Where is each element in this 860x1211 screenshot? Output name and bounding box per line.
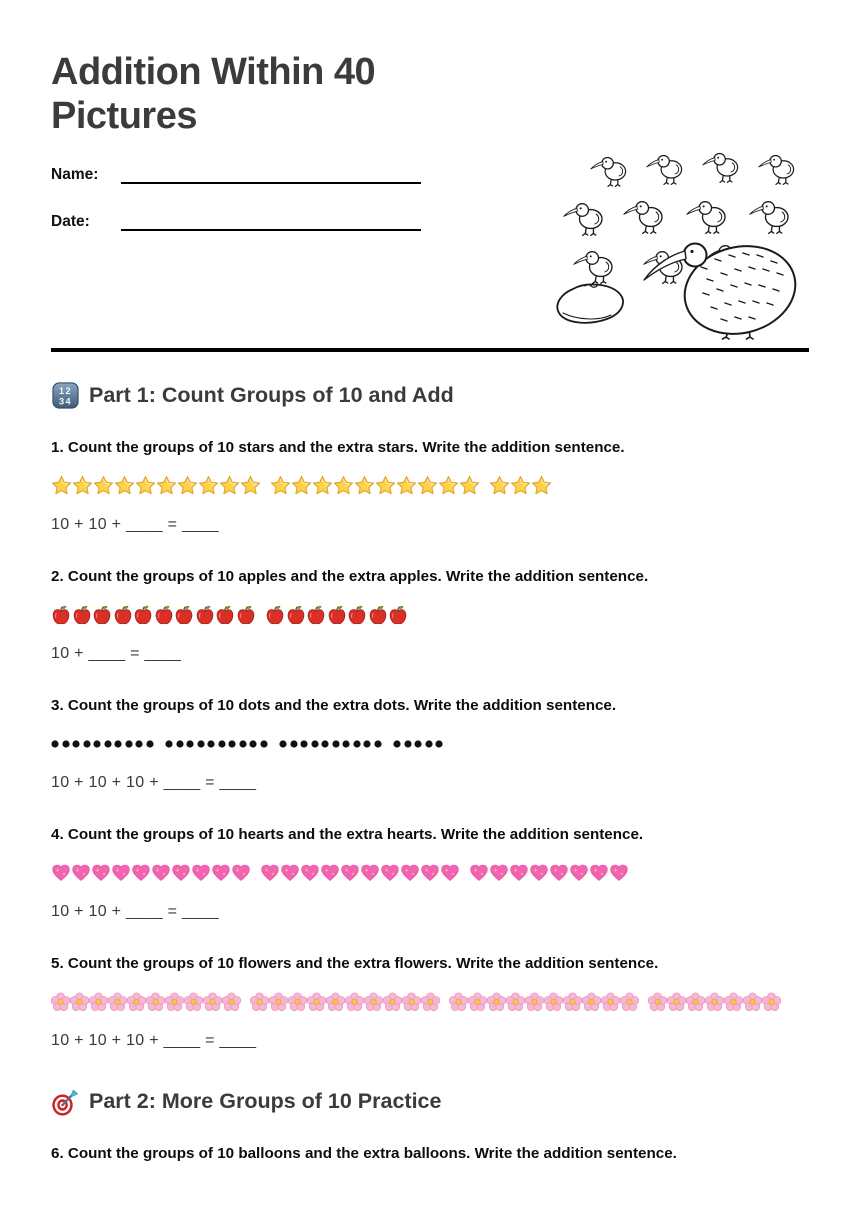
star-icon <box>354 475 375 496</box>
star-icon <box>198 475 219 496</box>
target-dart-icon <box>51 1087 79 1117</box>
group-of-10-stars <box>51 475 261 496</box>
star-icon <box>156 475 177 496</box>
star-icon <box>510 475 531 496</box>
star-icon <box>396 475 417 496</box>
blossom-icon <box>724 992 743 1012</box>
dot-icon <box>279 740 287 748</box>
apple-icon <box>368 604 388 626</box>
sparkling-heart-icon <box>589 863 609 882</box>
blossom-icon <box>487 992 506 1012</box>
sparkling-heart-icon <box>549 863 569 882</box>
dot-icon <box>363 740 371 748</box>
sparkling-heart-icon <box>280 863 300 882</box>
blossom-icon <box>421 992 440 1012</box>
heart-picture-row <box>51 861 809 885</box>
group-of-10-flowers <box>449 992 639 1012</box>
star-icon <box>51 475 72 496</box>
dot-icon <box>114 740 122 748</box>
section-heading <box>51 382 809 410</box>
sparkling-heart-icon <box>609 863 629 882</box>
apple-icon <box>113 604 133 626</box>
blossom-icon <box>364 992 383 1012</box>
svg-text:12: 12 <box>58 386 72 397</box>
apple-picture-row <box>51 603 809 627</box>
kiwi-illustration <box>543 143 825 340</box>
sparkling-heart-icon <box>71 863 91 882</box>
sparkling-heart-icon <box>211 863 231 882</box>
group-of-10-hearts <box>260 863 460 882</box>
dot-icon <box>321 740 329 748</box>
dot-icon <box>393 740 401 748</box>
dot-icon <box>353 740 361 748</box>
blossom-icon <box>582 992 601 1012</box>
dot-icon <box>135 740 143 748</box>
blossom-icon <box>468 992 487 1012</box>
blossom-icon <box>70 992 89 1012</box>
blossom-icon <box>544 992 563 1012</box>
star-icon <box>114 475 135 496</box>
blossom-icon <box>506 992 525 1012</box>
sparkling-heart-icon <box>489 863 509 882</box>
date-label: Date: <box>51 213 90 230</box>
addition-sentence: 10 + 10 + 10 + ____ = ____ <box>51 1031 257 1049</box>
dot-icon <box>425 740 433 748</box>
dot-icon <box>374 740 382 748</box>
question-block <box>51 438 809 535</box>
dot-icon <box>93 740 101 748</box>
question-prompt: 5. Count the groups of 10 flowers and the extra flowers. Write the addition sentence. <box>51 954 659 972</box>
group-of-10-stars <box>270 475 480 496</box>
apple-icon <box>154 604 174 626</box>
sparkling-heart-icon <box>191 863 211 882</box>
question-block <box>51 696 809 793</box>
addition-sentence: 10 + 10 + 10 + ____ = ____ <box>51 773 257 791</box>
sparkling-heart-icon <box>380 863 400 882</box>
question-prompt: 6. Count the groups of 10 balloons and the extra balloons. Write the addition sentence. <box>51 1144 677 1162</box>
group-of-10-dots <box>279 740 384 748</box>
blossom-icon <box>288 992 307 1012</box>
section-heading-text: Part 1: Count Groups of 10 and Add <box>89 383 454 407</box>
apple-icon <box>286 604 306 626</box>
dot-icon <box>300 740 308 748</box>
dot-icon <box>165 740 173 748</box>
numbers-keypad-icon <box>51 382 79 410</box>
blossom-icon <box>525 992 544 1012</box>
name-label: Name: <box>51 166 99 183</box>
blossom-icon <box>184 992 203 1012</box>
question-block <box>51 954 809 1051</box>
dot-icon <box>404 740 412 748</box>
sparkling-heart-icon <box>420 863 440 882</box>
name-blank-line <box>121 166 421 184</box>
blossom-icon <box>762 992 781 1012</box>
dot-icon <box>104 740 112 748</box>
dot-icon <box>311 740 319 748</box>
apple-icon <box>195 604 215 626</box>
group-of-10-dots <box>165 740 270 748</box>
blossom-icon <box>449 992 468 1012</box>
kiwi-birds-drawing <box>543 143 825 340</box>
dot-icon <box>435 740 443 748</box>
dot-icon <box>239 740 247 748</box>
star-icon <box>459 475 480 496</box>
star-icon <box>375 475 396 496</box>
question-prompt: 4. Count the groups of 10 hearts and the extra hearts. Write the addition sentence. <box>51 825 644 843</box>
group-of-10-hearts <box>51 863 251 882</box>
dot-icon <box>342 740 350 748</box>
star-icon <box>219 475 240 496</box>
flower-picture-row <box>51 990 809 1014</box>
star-icon <box>531 475 552 496</box>
blossom-icon <box>146 992 165 1012</box>
group-of-7-apples <box>265 604 409 626</box>
group-of-7-flowers <box>648 992 781 1012</box>
group-of-10-dots <box>51 740 156 748</box>
sparkling-heart-icon <box>440 863 460 882</box>
question-block <box>51 1144 809 1163</box>
blossom-icon <box>250 992 269 1012</box>
apple-icon <box>388 604 408 626</box>
dot-icon <box>290 740 298 748</box>
dot-icon <box>332 740 340 748</box>
blossom-icon <box>743 992 762 1012</box>
blossom-icon <box>620 992 639 1012</box>
sparkling-heart-icon <box>509 863 529 882</box>
blossom-icon <box>307 992 326 1012</box>
question-prompt: 3. Count the groups of 10 dots and the extra dots. Write the addition sentence. <box>51 696 617 714</box>
sparkling-heart-icon <box>91 863 111 882</box>
group-of-3-stars <box>489 475 552 496</box>
star-icon <box>72 475 93 496</box>
dot-icon <box>51 740 59 748</box>
sparkling-heart-icon <box>151 863 171 882</box>
title-line-1: Addition Within 40 <box>51 51 376 93</box>
sparkling-heart-icon <box>51 863 71 882</box>
numbers-keypad-icon <box>52 382 79 409</box>
apple-icon <box>72 604 92 626</box>
worksheet-page <box>0 50 860 1211</box>
group-of-10-flowers <box>250 992 440 1012</box>
dot-icon <box>414 740 422 748</box>
dot-icon <box>72 740 80 748</box>
title-line-2: Pictures <box>51 95 197 137</box>
svg-text:34: 34 <box>58 396 72 407</box>
sparkling-heart-icon <box>260 863 280 882</box>
blossom-icon <box>222 992 241 1012</box>
blossom-icon <box>127 992 146 1012</box>
star-icon <box>291 475 312 496</box>
group-of-10-flowers <box>51 992 241 1012</box>
date-blank-line <box>121 213 421 231</box>
star-icon <box>312 475 333 496</box>
dot-icon <box>62 740 70 748</box>
question-block <box>51 825 809 922</box>
apple-icon <box>347 604 367 626</box>
apple-icon <box>327 604 347 626</box>
blossom-icon <box>89 992 108 1012</box>
dot-icon <box>146 740 154 748</box>
question-prompt: 1. Count the groups of 10 stars and the extra stars. Write the addition sentence. <box>51 438 625 456</box>
dot-icon <box>207 740 215 748</box>
blossom-icon <box>601 992 620 1012</box>
question-block <box>51 567 809 664</box>
blossom-icon <box>686 992 705 1012</box>
apple-icon <box>92 604 112 626</box>
section-heading <box>51 1088 809 1116</box>
blossom-icon <box>383 992 402 1012</box>
sparkling-heart-icon <box>111 863 131 882</box>
sparkling-heart-icon <box>400 863 420 882</box>
apple-icon <box>133 604 153 626</box>
apple-icon <box>265 604 285 626</box>
blossom-icon <box>667 992 686 1012</box>
apple-icon <box>306 604 326 626</box>
star-icon <box>489 475 510 496</box>
blossom-icon <box>203 992 222 1012</box>
blossom-icon <box>326 992 345 1012</box>
star-icon <box>438 475 459 496</box>
question-prompt: 2. Count the groups of 10 apples and the extra apples. Write the addition sentence. <box>51 567 649 585</box>
sparkling-heart-icon <box>131 863 151 882</box>
dot-icon <box>176 740 184 748</box>
sparkling-heart-icon <box>529 863 549 882</box>
sparkling-heart-icon <box>320 863 340 882</box>
dot-icon <box>218 740 226 748</box>
sparkling-heart-icon <box>340 863 360 882</box>
apple-icon <box>215 604 235 626</box>
group-of-10-apples <box>51 604 256 626</box>
worksheet-body <box>51 382 809 1163</box>
blossom-icon <box>165 992 184 1012</box>
star-icon <box>417 475 438 496</box>
blossom-icon <box>705 992 724 1012</box>
dot-icon <box>228 740 236 748</box>
star-icon <box>135 475 156 496</box>
sparkling-heart-icon <box>360 863 380 882</box>
group-of-5-dots <box>393 740 446 748</box>
star-icon <box>240 475 261 496</box>
sparkling-heart-icon <box>469 863 489 882</box>
addition-sentence: 10 + ____ = ____ <box>51 644 182 662</box>
dot-icon <box>125 740 133 748</box>
blossom-icon <box>269 992 288 1012</box>
blossom-icon <box>51 992 70 1012</box>
section-heading-text: Part 2: More Groups of 10 Practice <box>89 1089 442 1113</box>
addition-sentence: 10 + 10 + ____ = ____ <box>51 515 219 533</box>
sparkling-heart-icon <box>171 863 191 882</box>
sparkling-heart-icon <box>231 863 251 882</box>
dot-icon <box>186 740 194 748</box>
addition-sentence: 10 + 10 + ____ = ____ <box>51 902 219 920</box>
blossom-icon <box>402 992 421 1012</box>
blossom-icon <box>345 992 364 1012</box>
sparkling-heart-icon <box>569 863 589 882</box>
group-of-8-hearts <box>469 863 629 882</box>
star-picture-row <box>51 474 809 498</box>
page-title <box>51 50 809 138</box>
dot-icon <box>83 740 91 748</box>
sparkling-heart-icon <box>300 863 320 882</box>
dot-icon <box>260 740 268 748</box>
blossom-icon <box>108 992 127 1012</box>
target-dart-icon <box>51 1088 79 1116</box>
dot-picture-row <box>51 732 809 756</box>
blossom-icon <box>648 992 667 1012</box>
apple-icon <box>51 604 71 626</box>
star-icon <box>333 475 354 496</box>
star-icon <box>177 475 198 496</box>
star-icon <box>93 475 114 496</box>
dot-icon <box>197 740 205 748</box>
blossom-icon <box>563 992 582 1012</box>
apple-icon <box>174 604 194 626</box>
section-divider <box>51 348 809 352</box>
star-icon <box>270 475 291 496</box>
dot-icon <box>249 740 257 748</box>
apple-icon <box>236 604 256 626</box>
